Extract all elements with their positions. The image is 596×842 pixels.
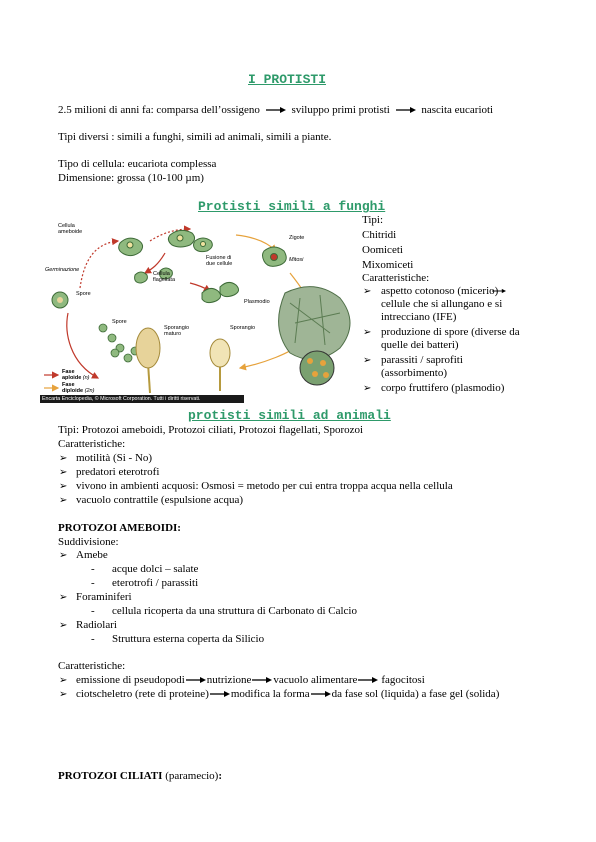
ameboidi-amebe-1: acque dolci – salate: [112, 563, 199, 575]
fungi-bullet-2-line-2: quelle dei batteri): [381, 339, 459, 351]
ameboidi-suddivisione: Suddivisione:: [58, 536, 119, 548]
fungi-bullet-2-line-1: produzione di spore (diverse da: [381, 326, 520, 338]
label-sporangio: Sporangio: [230, 325, 256, 331]
arrowhead-bullet-icon: ➢: [59, 495, 68, 506]
intro-types: Tipi diversi : simili a funghi, simili ad animali, simili a piante.: [58, 131, 332, 143]
label-spore-mid: Spore: [112, 319, 127, 325]
right-arrow-icon: [311, 690, 331, 698]
legend-fase-diploide: Fase diploide (2n): [62, 382, 95, 394]
fungi-type-mixomiceti: Mixomiceti: [362, 259, 414, 271]
intro-protists: sviluppo primi protisti: [291, 104, 390, 116]
page-title: I PROTISTI: [248, 72, 327, 87]
label-plasmodio: Plasmodio: [244, 299, 270, 305]
label-spore-left: Spore: [76, 291, 91, 297]
slime-mold-life-cycle-diagram: [40, 213, 358, 403]
fungi-bullet-1-line-3: intrecciano (IFE): [381, 311, 457, 323]
animals-bullet-3: vivono in ambienti acquosi: Osmosi = metodo per cui entra troppa acqua nella cellula: [76, 480, 453, 492]
arrowhead-bullet-icon: ➢: [59, 481, 68, 492]
right-arrow-icon: [396, 106, 416, 114]
arrowhead-bullet-icon: ➢: [363, 286, 372, 297]
ameboidi-amebe: Amebe: [76, 549, 108, 561]
animals-bullet-2: predatori eterotrofi: [76, 466, 160, 478]
arrowhead-bullet-icon: ➢: [363, 327, 372, 338]
right-arrow-icon: [492, 287, 506, 295]
legend-fase-aploide: Fase aploide (n): [62, 369, 90, 381]
intro-cell-type: Tipo di cellula: eucariota complessa: [58, 158, 217, 170]
arrowhead-bullet-icon: ➢: [363, 355, 372, 366]
ameboidi-foraminiferi: Foraminiferi: [76, 591, 132, 603]
right-arrow-icon: [266, 106, 286, 114]
fungi-bullet-1-line-1: aspetto cotonoso (micerio): [381, 285, 506, 297]
right-arrow-icon: [252, 676, 272, 684]
fungi-heading: Protisti simili a funghi: [198, 199, 386, 214]
label-germinazione: Germinazione: [45, 267, 80, 273]
ciliati-heading: PROTOZOI CILIATI (paramecio):: [58, 770, 222, 782]
arrowhead-bullet-icon: ➢: [59, 550, 68, 561]
label-fusione: Fusione di due cellule: [206, 255, 233, 267]
fungi-type-chitridi: Chitridi: [362, 229, 397, 241]
animals-caratteristiche: Caratteristiche:: [58, 438, 126, 450]
arrowhead-bullet-icon: ➢: [59, 689, 68, 700]
fungi-bullet-1-line-2: cellule che si allungano e si: [381, 298, 503, 310]
right-arrow-icon: [358, 676, 378, 684]
arrowhead-bullet-icon: ➢: [59, 467, 68, 478]
animals-tipi: Tipi: Protozoi ameboidi, Protozoi ciliati, Protozoi flagellati, Sporozoi: [58, 424, 364, 436]
right-arrow-icon: [186, 676, 206, 684]
label-sporangio-maturo: Sporangio maturo: [164, 325, 190, 337]
arrowhead-bullet-icon: ➢: [363, 383, 372, 394]
ameboidi-char-2: ciotscheletro (rete di proteine) modifica la forma da fase sol (liquida) a fase gel (solida): [76, 688, 500, 700]
ameboidi-char-1: emissione di pseudopodi nutrizione vacuolo alimentare fagocitosi: [76, 674, 425, 686]
ameboidi-radiolari-1: Struttura esterna coperta da Silicio: [112, 633, 265, 645]
label-cellula-flagellata: Cellula flagellata: [153, 271, 176, 283]
fungi-caratteristiche: Caratteristiche:: [362, 272, 430, 284]
label-mitosi: Mitosi: [289, 257, 304, 263]
animals-bullet-1: motilità (Si - No): [76, 452, 153, 464]
animals-heading: protisti simili ad animali: [188, 408, 391, 423]
intro-line-1: [58, 104, 493, 116]
fungi-bullet-3-line-1: parassiti / saprofiti: [381, 354, 463, 366]
fungi-type-oomiceti: Oomiceti: [362, 244, 403, 256]
intro-dimension: Dimensione: grossa (10-100 µm): [58, 172, 204, 184]
fungi-bullet-3-line-2: (assorbimento): [381, 367, 447, 379]
arrowhead-bullet-icon: ➢: [59, 675, 68, 686]
label-zigote: Zigote: [289, 235, 305, 241]
ameboidi-heading: PROTOZOI AMEBOIDI:: [58, 522, 181, 534]
label-cellula-ameboide: Cellula ameboide: [58, 223, 83, 235]
arrowhead-bullet-icon: ➢: [59, 620, 68, 631]
fungi-tipi: Tipi:: [362, 214, 384, 226]
ameboidi-foraminiferi-1: cellula ricoperta da una struttura di Carbonato di Calcio: [112, 605, 357, 617]
image-credit: Encarta Enciclopedia, © Microsoft Corporation. Tutti i diritti riservati.: [40, 395, 244, 403]
fungi-bullet-4: corpo fruttifero (plasmodio): [381, 382, 505, 394]
intro-oxygen: 2.5 milioni di anni fa: comparsa dell’ossigeno: [58, 104, 260, 116]
ameboidi-amebe-2: eterotrofi / parassiti: [112, 577, 199, 589]
intro-eukaryotes: nascita eucarioti: [421, 104, 494, 116]
right-arrow-icon: [210, 690, 230, 698]
arrowhead-bullet-icon: ➢: [59, 453, 68, 464]
ameboidi-radiolari: Radiolari: [76, 619, 117, 631]
arrowhead-bullet-icon: ➢: [59, 592, 68, 603]
animals-bullet-4: vacuolo contrattile (espulsione acqua): [76, 494, 244, 506]
ameboidi-caratteristiche: Caratteristiche:: [58, 660, 126, 672]
